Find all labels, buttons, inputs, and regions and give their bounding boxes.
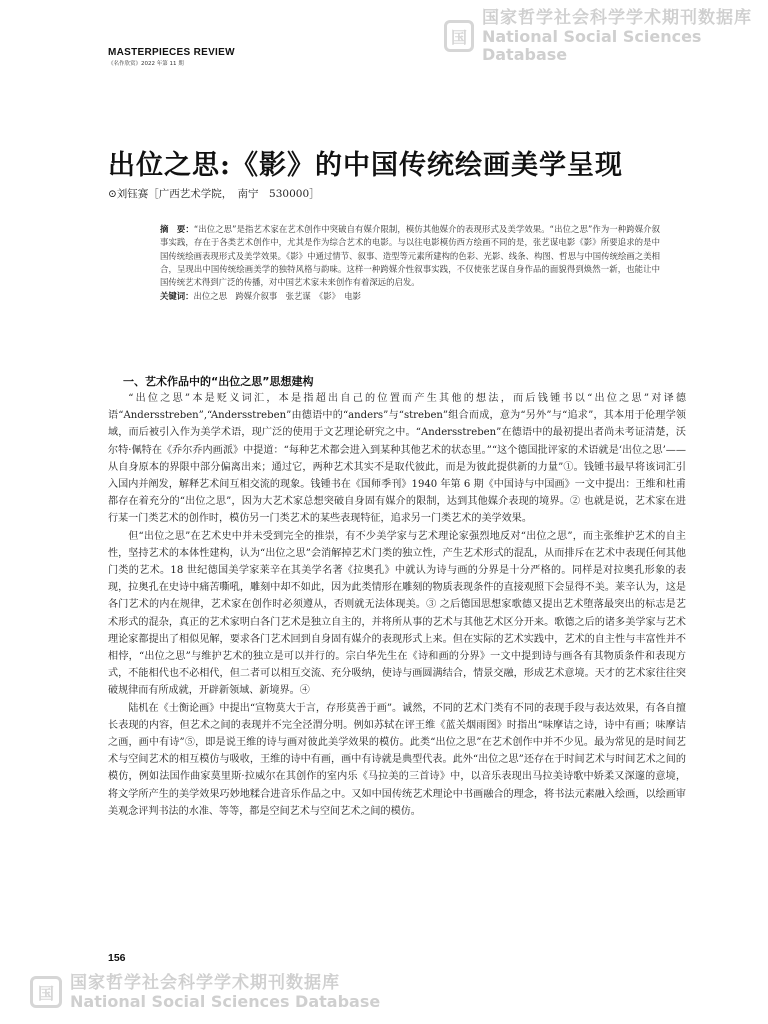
database-logo-icon: 国 [30,976,62,1008]
abstract-text: “出位之思”是指艺术家在艺术创作中突破自有媒介限制，模仿其他媒介的表现形式及美学效果。“出位之思”作为一种跨媒介叙事实践，存在于各类艺术创作中，尤其是作为综合艺术的电影。与以往电影模仿西方绘画不同的是，张艺谋电影《影》所要追求的是中国传统绘画表现形式及美学效果。《影》中通过情节、叙事、造型等元素所建构的色彩、光影、线条、构图、哲思与中国传统绘画之美相合，呈现出中国传统绘画美学的独特风格与韵味。这样一种跨媒介性叙事实践，不仅使张艺谋自身作品的面貌得到焕然一新，也能让中国传统艺术得到广泛的传播，对中国艺术家未来创作有着深远的启发。 [160,224,661,288]
journal-name: MASTERPIECES REVIEW [108,47,235,58]
abstract-block [160,223,660,304]
keywords-label: 关键词： [160,291,194,302]
watermark-cn-text: 国家哲学社会科学学术期刊数据库 [481,8,752,28]
page-number: 156 [108,952,126,964]
section-heading: 一、艺术作品中的“出位之思”思想建构 [123,375,314,388]
watermark-top [444,8,768,64]
watermark-en-text: National Social Sciences Database [70,992,381,1011]
keywords-line [160,290,660,303]
body-paragraph: “出位之思”本是贬义词汇，本是指超出自己的位置而产生其他的想法，而后钱锺书以“出位之思”对译德语“Andersstreben”,“Andersstreben”由德语中的“anders”与“streben”组合而成，意为“另外”与“追求”，其本用于伦理学领域，而后被引入作为美学术语，现广泛的使用于文艺理论研究之中。“Andersstreben”在德语中的最初提出者尚未考证清楚，沃尔特·佩特在《乔尔乔内画派》中提道：“每种艺术都会进入到某种其他艺术的状态里。”“这个德国批评家的术语就是‘出位之思’——从自身原本的界限中部分偏离出来；通过它，两种艺术其实不是取代彼此，而是为彼此提供新的力量”①。钱锺书最早将该词汇引入国内并阐发，解释艺术间互相交流的现象。钱锺书在《国师季刊》1940 年第 6 期《中国诗与中国画》一文中提出：王维和杜甫都存在着充分的“出位之思”，因为大艺术家总想突破自身固有媒介的限制，达到其他媒介表现的境界。② 也就是说，艺术家在进行某一门类艺术的创作时，模仿另一门类艺术的某些表现特征，追求另一门类艺术的美学效果。 [108,393,686,525]
abstract-label: 摘 要： [160,224,194,234]
database-logo-icon: 国 [444,20,474,52]
body-paragraph: 但“出位之思”在艺术史中并未受到完全的推崇，有不少美学家与艺术理论家强烈地反对“出位之思”，而主张维护艺术的自主性，坚持艺术的本体性建构，认为“出位之思”会消解掉艺术门类的独立性，产生艺术形式的混乱，从而排斥在艺术中表现任何其他门类的艺术。18 世纪德国美学家莱辛在其美学名著《拉奥孔》中就认为诗与画的分界是十分严格的。同样是对拉奥孔形象的表现，拉奥孔在史诗中痛苦嘶吼，雕刻中却不如此，因为此类情形在雕刻的物质表现条件的直接观照下会显得不美。莱辛认为，这是各门艺术的内在规律，艺术家在创作时必须遵从，否则就无法体现美。③ 之后德国思想家歌德又提出艺术堕落最突出的标志是艺术形式的混杂，真正的艺术家明白各门艺术是独立自主的，并将所从事的艺术与其他艺术区分开来。歌德之后的诸多美学家与艺术理论家都提出了相似见解，要求各门艺术回到自身固有媒介的表现形式上来。但在实际的艺术实践中，艺术的自主性与丰富性并不相悖，“出位之思”与维护艺术的独立是可以并行的。宗白华先生在《诗和画的分界》一文中提到诗与画各有其物质条件和表现方式，不能相代也不必相代，但二者可以相互交流、充分吸纳，使诗与画圆满结合，情景交融，形成艺术意境。天才的艺术家往往突破规律而有所成就，开辟新领域、新境界。④ [108,530,686,697]
journal-issue: 《名作欣赏》2022 年第 11 期 [108,61,184,67]
article-title: 出位之思:《影》的中国传统绘画美学呈现 [108,150,623,181]
author-line: ⊙刘钰赛［广西艺术学院， 南宁 530000］ [108,188,320,200]
keywords-text: 出位之思 跨媒介叙事 张艺谋 《影》 电影 [193,291,361,302]
body-paragraph: 陆机在《士衡论画》中提出“宣物莫大于言，存形莫善于画”。诚然，不同的艺术门类有不同的表现手段与表达效果，有各自擅长表现的内容，但艺术之间的表现并不完全泾渭分明。例如苏轼在评王维《蓝关烟雨图》时指出“味摩诘之诗，诗中有画；味摩诘之画，画中有诗”⑤，即是说王维的诗与画对彼此美学效果的模仿。此类“出位之思”在艺术创作中并不少见。最为常见的是时间艺术与空间艺术的相互模仿与吸收，王维的诗中有画，画中有诗就是典型代表。此外“出位之思”还存在于时间艺术与时间艺术之间的模仿，例如法国作曲家莫里斯·拉威尔在其创作的室内乐《马拉美的三首诗》中，以音乐表现出马拉美诗歌中娇柔又深邃的意境，将文学所产生的美学效果巧妙地糅合进音乐作品之中。又如中国传统艺术理论中书画融合的理念，将书法元素融入绘画，以绘画审美观念评判书法的水准、等等，都是空间艺术与空间艺术之间的模仿。 [108,702,686,817]
watermark-bottom [30,973,380,1011]
watermark-cn-text: 国家哲学社会科学学术期刊数据库 [70,973,340,993]
watermark-en-text: National Social Sciences Database [481,27,702,64]
body-text [108,390,686,820]
abstract-paragraph [160,223,660,289]
journal-header [108,47,235,67]
